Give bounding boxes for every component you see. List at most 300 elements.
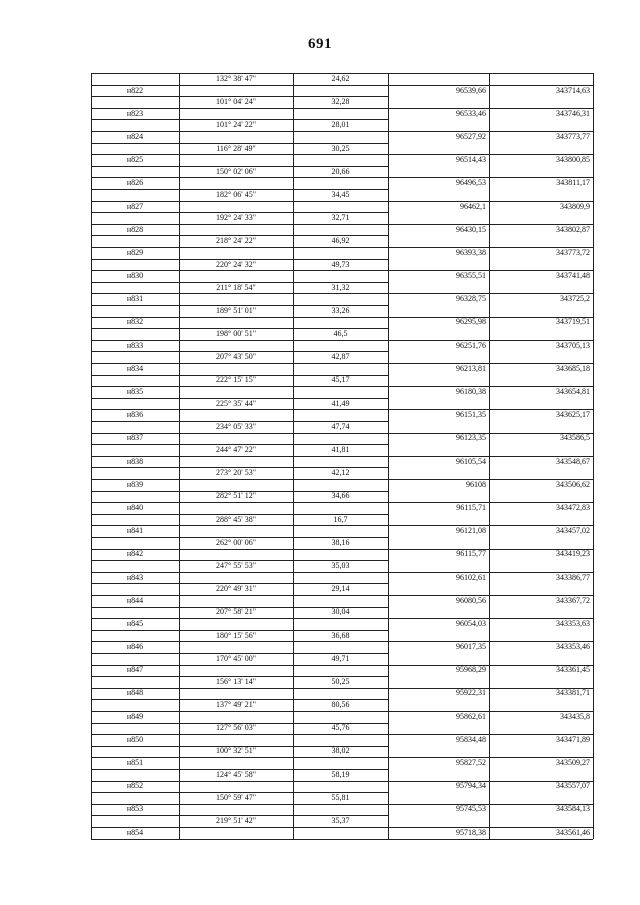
segment-length: 45,17 <box>331 375 350 385</box>
direction-angle: 124° 45' 58" <box>216 769 256 779</box>
grid-line <box>91 456 593 457</box>
coordinate-y: 343773,72 <box>556 247 590 257</box>
point-row <box>91 85 593 97</box>
direction-angle: 220° 49' 31" <box>216 584 256 594</box>
grid-line <box>91 375 388 376</box>
coordinate-x: 96539,66 <box>456 85 486 95</box>
segment-length: 32,71 <box>331 213 350 223</box>
point-row <box>91 177 593 189</box>
grid-line <box>91 827 593 828</box>
point-label: н840 <box>126 502 144 512</box>
coordinate-y: 343725,2 <box>560 294 590 304</box>
coordinate-y: 343353,63 <box>556 618 590 628</box>
coordinate-y: 343741,48 <box>556 271 590 281</box>
point-row <box>91 664 593 676</box>
coordinate-x: 95834,48 <box>456 734 486 744</box>
grid-line <box>91 224 593 225</box>
grid-line <box>91 607 388 608</box>
grid-line <box>91 96 388 97</box>
direction-angle: 207° 43' 50" <box>216 352 256 362</box>
point-label: н830 <box>126 271 144 281</box>
point-label: н850 <box>126 734 144 744</box>
direction-angle: 219° 51' 42" <box>216 816 256 825</box>
segment-row <box>91 282 593 294</box>
grid-column-line <box>91 73 92 839</box>
grid-line <box>91 421 388 422</box>
page-number: 691 <box>308 36 332 52</box>
grid-line <box>91 212 388 213</box>
direction-angle: 247° 55' 53" <box>216 560 256 570</box>
point-row <box>91 316 593 328</box>
point-label: н842 <box>126 549 144 559</box>
grid-line <box>91 491 388 492</box>
point-row <box>91 595 593 607</box>
segment-length: 49,71 <box>331 653 350 663</box>
segment-length: 45,76 <box>331 723 350 733</box>
segment-length: 46,5 <box>333 329 348 339</box>
grid-line <box>91 746 388 747</box>
coordinate-x: 95745,53 <box>456 804 486 814</box>
point-label: н839 <box>126 479 144 489</box>
point-label: н846 <box>126 642 144 652</box>
coordinate-x: 96251,76 <box>456 340 486 350</box>
direction-angle: 101° 04' 24" <box>216 97 256 107</box>
point-label: н843 <box>126 572 144 582</box>
point-row <box>91 618 593 630</box>
point-label: н836 <box>126 410 144 420</box>
coordinate-y: 343419,23 <box>556 549 590 559</box>
grid-line <box>91 572 593 573</box>
point-row <box>91 131 593 143</box>
grid-line <box>91 351 388 352</box>
coordinate-table <box>91 73 593 838</box>
point-label: н827 <box>126 201 144 211</box>
grid-line <box>91 630 388 631</box>
grid-line <box>91 583 388 584</box>
coordinate-x: 95794,34 <box>456 781 486 791</box>
point-row <box>91 108 593 120</box>
grid-line <box>91 119 388 120</box>
grid-line <box>91 641 593 642</box>
segment-length: 34,45 <box>331 189 350 199</box>
coordinate-x: 96054,03 <box>456 618 486 628</box>
segment-row <box>91 166 593 178</box>
segment-row <box>91 189 593 201</box>
coordinate-x: 96514,43 <box>456 155 486 165</box>
point-label: н825 <box>126 155 144 165</box>
grid-column-line <box>593 73 594 839</box>
grid-line <box>91 804 593 805</box>
grid-line <box>91 688 593 689</box>
direction-angle: 234° 05' 33" <box>216 421 256 431</box>
grid-line <box>91 386 593 387</box>
grid-line <box>91 839 593 840</box>
coordinate-y: 343561,46 <box>556 827 590 837</box>
point-label: н822 <box>126 85 144 95</box>
segment-row <box>91 328 593 340</box>
segment-row <box>91 259 593 271</box>
point-label: н833 <box>126 340 144 350</box>
segment-row <box>91 630 593 642</box>
grid-column-line <box>489 73 490 839</box>
grid-line <box>91 143 388 144</box>
segment-length: 16,7 <box>333 514 348 524</box>
segment-length: 50,25 <box>331 676 350 686</box>
point-row <box>91 201 593 213</box>
grid-line <box>91 328 388 329</box>
segment-length: 38,16 <box>331 537 350 547</box>
coordinate-y: 343548,67 <box>556 456 590 466</box>
coordinate-x: 96102,61 <box>456 572 486 582</box>
coordinate-y: 343509,27 <box>556 758 590 768</box>
direction-angle: 192° 24' 33" <box>216 213 256 223</box>
direction-angle: 132° 38' 47" <box>216 74 256 83</box>
coordinate-y: 343719,51 <box>556 317 590 327</box>
point-row <box>91 270 593 282</box>
coordinate-y: 343773,77 <box>556 131 590 141</box>
grid-line <box>91 270 593 271</box>
segment-length: 32,28 <box>331 97 350 107</box>
grid-line <box>91 73 593 74</box>
point-row <box>91 293 593 305</box>
point-row <box>91 502 593 514</box>
point-label: н841 <box>126 526 144 536</box>
grid-line <box>91 525 593 526</box>
coordinate-y: 343353,46 <box>556 642 590 652</box>
coordinate-x: 96527,92 <box>456 131 486 141</box>
segment-length: 58,19 <box>331 769 350 779</box>
segment-length: 35,03 <box>331 560 350 570</box>
segment-row <box>91 119 593 131</box>
segment-row <box>91 792 593 804</box>
coordinate-y: 343506,62 <box>556 479 590 489</box>
coordinate-x: 96105,54 <box>456 456 486 466</box>
grid-line <box>91 781 593 782</box>
grid-line <box>91 340 593 341</box>
coordinate-y: 343625,17 <box>556 410 590 420</box>
grid-line <box>91 259 388 260</box>
direction-angle: 262° 00' 06" <box>216 537 256 547</box>
coordinate-x: 96180,38 <box>456 387 486 397</box>
coordinate-x: 96393,38 <box>456 247 486 257</box>
segment-length: 24,62 <box>331 74 350 83</box>
point-label: н851 <box>126 758 144 768</box>
coordinate-x: 95827,52 <box>456 758 486 768</box>
segment-row <box>91 305 593 317</box>
grid-line <box>91 467 388 468</box>
coordinate-y: 343800,85 <box>556 155 590 165</box>
coordinate-y: 343381,71 <box>556 688 590 698</box>
grid-line <box>91 560 388 561</box>
grid-line <box>91 409 593 410</box>
segment-row <box>91 722 593 734</box>
grid-line <box>91 723 388 724</box>
coordinate-y: 343654,81 <box>556 387 590 397</box>
point-row <box>91 687 593 699</box>
segment-length: 46,92 <box>331 236 350 246</box>
segment-length: 41,81 <box>331 445 350 454</box>
point-label: н835 <box>126 387 144 397</box>
direction-angle: 116° 28' 49" <box>216 143 256 153</box>
direction-angle: 218° 24' 22" <box>216 236 256 246</box>
direction-angle: 127° 56' 03" <box>216 723 256 733</box>
direction-angle: 198° 00' 51" <box>216 329 256 339</box>
point-row <box>91 456 593 468</box>
point-label: н823 <box>126 108 144 118</box>
grid-line <box>91 699 388 700</box>
coordinate-y: 343685,18 <box>556 363 590 373</box>
grid-line <box>91 502 593 503</box>
coordinate-y: 343705,13 <box>556 340 590 350</box>
direction-angle: 182° 06' 45" <box>216 189 256 199</box>
coordinate-x: 96080,56 <box>456 595 486 605</box>
point-row <box>91 548 593 560</box>
segment-row <box>91 676 593 688</box>
segment-length: 30,04 <box>331 607 350 617</box>
grid-column-line <box>179 73 180 839</box>
point-row <box>91 757 593 769</box>
point-label: н826 <box>126 178 144 188</box>
point-row <box>91 572 593 584</box>
direction-angle: 180° 15' 56" <box>216 630 256 640</box>
point-row <box>91 827 593 839</box>
grid-line <box>91 154 593 155</box>
point-row <box>91 247 593 259</box>
direction-angle: 150° 02' 06" <box>216 166 256 176</box>
segment-length: 42,87 <box>331 352 350 362</box>
grid-line <box>91 549 593 550</box>
direction-angle: 225° 35' 44" <box>216 398 256 408</box>
point-label: н831 <box>126 294 144 304</box>
segment-row <box>91 235 593 247</box>
grid-line <box>91 85 593 86</box>
segment-length: 38,02 <box>331 746 350 756</box>
coordinate-x: 95862,61 <box>456 711 486 721</box>
segment-row <box>91 351 593 363</box>
point-row <box>91 711 593 723</box>
segment-length: 34,66 <box>331 491 350 501</box>
direction-angle: 273° 20' 53" <box>216 468 256 478</box>
grid-line <box>91 433 593 434</box>
segment-length: 42,12 <box>331 468 350 478</box>
segment-row <box>91 815 593 827</box>
coordinate-x: 96115,77 <box>456 549 486 559</box>
point-row <box>91 363 593 375</box>
point-row <box>91 224 593 236</box>
grid-line <box>91 676 388 677</box>
coordinate-y: 343557,07 <box>556 781 590 791</box>
coordinate-y: 343811,17 <box>556 178 590 188</box>
grid-line <box>91 131 593 132</box>
point-row <box>91 386 593 398</box>
point-label: н852 <box>126 781 144 791</box>
point-row <box>91 409 593 421</box>
coordinate-x: 96121,08 <box>456 526 486 536</box>
segment-row <box>91 560 593 572</box>
point-label: н848 <box>126 688 144 698</box>
grid-line <box>91 769 388 770</box>
segment-row <box>91 421 593 433</box>
segment-row <box>91 398 593 410</box>
grid-line <box>91 293 593 294</box>
segment-row <box>91 745 593 757</box>
segment-row <box>91 212 593 224</box>
grid-line <box>91 665 593 666</box>
segment-row <box>91 699 593 711</box>
point-label: н838 <box>126 456 144 466</box>
point-row <box>91 803 593 815</box>
coordinate-y: 343361,45 <box>556 665 590 675</box>
segment-row <box>91 444 593 456</box>
coordinate-y: 343435,8 <box>560 711 590 721</box>
segment-row <box>91 514 593 526</box>
segment-row <box>91 769 593 781</box>
grid-line <box>91 166 388 167</box>
coordinate-y: 343586,5 <box>560 433 590 443</box>
coordinate-x: 96328,75 <box>456 294 486 304</box>
segment-length: 35,37 <box>331 816 350 825</box>
segment-length: 47,74 <box>331 421 350 431</box>
point-label: н837 <box>126 433 144 443</box>
segment-length: 80,56 <box>331 700 350 710</box>
coordinate-x: 96123,35 <box>456 433 486 443</box>
segment-length: 29,14 <box>331 584 350 594</box>
coordinate-x: 95922,31 <box>456 688 486 698</box>
segment-row <box>91 606 593 618</box>
coordinate-x: 96213,81 <box>456 363 486 373</box>
coordinate-x: 96115,71 <box>456 502 486 512</box>
coordinate-x: 96295,98 <box>456 317 486 327</box>
direction-angle: 137° 49' 21" <box>216 700 256 710</box>
coordinate-x: 96151,35 <box>456 410 486 420</box>
point-row <box>91 154 593 166</box>
grid-line <box>91 282 388 283</box>
coordinate-y: 343802,87 <box>556 224 590 234</box>
coordinate-x: 96108 <box>466 479 486 489</box>
coordinate-y: 343471,89 <box>556 734 590 744</box>
coordinate-y: 343584,13 <box>556 804 590 814</box>
grid-line <box>91 757 593 758</box>
direction-angle: 189° 51' 01" <box>216 305 256 315</box>
segment-row <box>91 653 593 665</box>
grid-line <box>91 189 388 190</box>
grid-line <box>91 514 388 515</box>
grid-line <box>91 177 593 178</box>
coordinate-y: 343457,02 <box>556 526 590 536</box>
coordinate-x: 96355,51 <box>456 271 486 281</box>
point-label: н853 <box>126 804 144 814</box>
grid-line <box>91 398 388 399</box>
segment-length: 36,68 <box>331 630 350 640</box>
grid-line <box>91 235 388 236</box>
direction-angle: 220° 24' 32" <box>216 259 256 269</box>
grid-line <box>91 537 388 538</box>
point-label: н849 <box>126 711 144 721</box>
coordinate-y: 343714,63 <box>556 85 590 95</box>
coordinate-x: 95718,38 <box>456 827 486 837</box>
grid-line <box>91 363 593 364</box>
direction-angle: 150° 59' 47" <box>216 792 256 802</box>
grid-line <box>91 595 593 596</box>
segment-row <box>91 467 593 479</box>
grid-line <box>91 305 388 306</box>
grid-line <box>91 711 593 712</box>
grid-line <box>91 618 593 619</box>
point-label: н824 <box>126 131 144 141</box>
grid-column-line <box>293 73 294 839</box>
coordinate-y: 343809,9 <box>560 201 590 211</box>
point-label: н829 <box>126 247 144 257</box>
coordinate-x: 95968,29 <box>456 665 486 675</box>
point-label: н828 <box>126 224 144 234</box>
direction-angle: 100° 32' 51" <box>216 746 256 756</box>
grid-line <box>91 317 593 318</box>
grid-line <box>91 201 593 202</box>
coordinate-x: 96533,46 <box>456 108 486 118</box>
coordinate-y: 343386,77 <box>556 572 590 582</box>
segment-length: 49,73 <box>331 259 350 269</box>
point-row <box>91 641 593 653</box>
segment-row <box>91 374 593 386</box>
point-label: н845 <box>126 618 144 628</box>
grid-column-line <box>388 73 389 839</box>
coordinate-y: 343746,31 <box>556 108 590 118</box>
direction-angle: 170° 45' 00" <box>216 653 256 663</box>
segment-length: 55,81 <box>331 792 350 802</box>
segment-length: 28,01 <box>331 120 350 130</box>
direction-angle: 288° 45' 38" <box>216 514 256 524</box>
grid-line <box>91 815 388 816</box>
segment-length: 41,49 <box>331 398 350 408</box>
point-row <box>91 479 593 491</box>
segment-length: 31,32 <box>331 282 350 292</box>
grid-line <box>91 247 593 248</box>
point-label: н844 <box>126 595 144 605</box>
point-row <box>91 432 593 444</box>
coordinate-y: 343472,83 <box>556 502 590 512</box>
grid-line <box>91 792 388 793</box>
point-row <box>91 780 593 792</box>
grid-line <box>91 479 593 480</box>
segment-row <box>91 143 593 155</box>
point-row <box>91 340 593 352</box>
segment-row <box>91 73 593 85</box>
direction-angle: 156° 13' 14" <box>216 676 256 686</box>
direction-angle: 282° 51' 12" <box>216 491 256 501</box>
grid-line <box>91 108 593 109</box>
segment-row <box>91 537 593 549</box>
segment-length: 20,66 <box>331 166 350 176</box>
coordinate-x: 96496,53 <box>456 178 486 188</box>
coordinate-x: 96430,15 <box>456 224 486 234</box>
direction-angle: 207° 58' 21" <box>216 607 256 617</box>
point-label: н832 <box>126 317 144 327</box>
segment-row <box>91 490 593 502</box>
grid-line <box>91 444 388 445</box>
grid-line <box>91 653 388 654</box>
segment-row <box>91 96 593 108</box>
direction-angle: 244° 47' 22" <box>216 445 256 454</box>
direction-angle: 101° 24' 22" <box>216 120 256 130</box>
coordinate-x: 96462,1 <box>460 201 486 211</box>
point-label: н834 <box>126 363 144 373</box>
point-label: н854 <box>126 827 144 837</box>
direction-angle: 211° 18' 54" <box>216 282 256 292</box>
direction-angle: 222° 15' 15" <box>216 375 256 385</box>
coordinate-x: 96017,35 <box>456 642 486 652</box>
segment-length: 30,25 <box>331 143 350 153</box>
point-row <box>91 734 593 746</box>
